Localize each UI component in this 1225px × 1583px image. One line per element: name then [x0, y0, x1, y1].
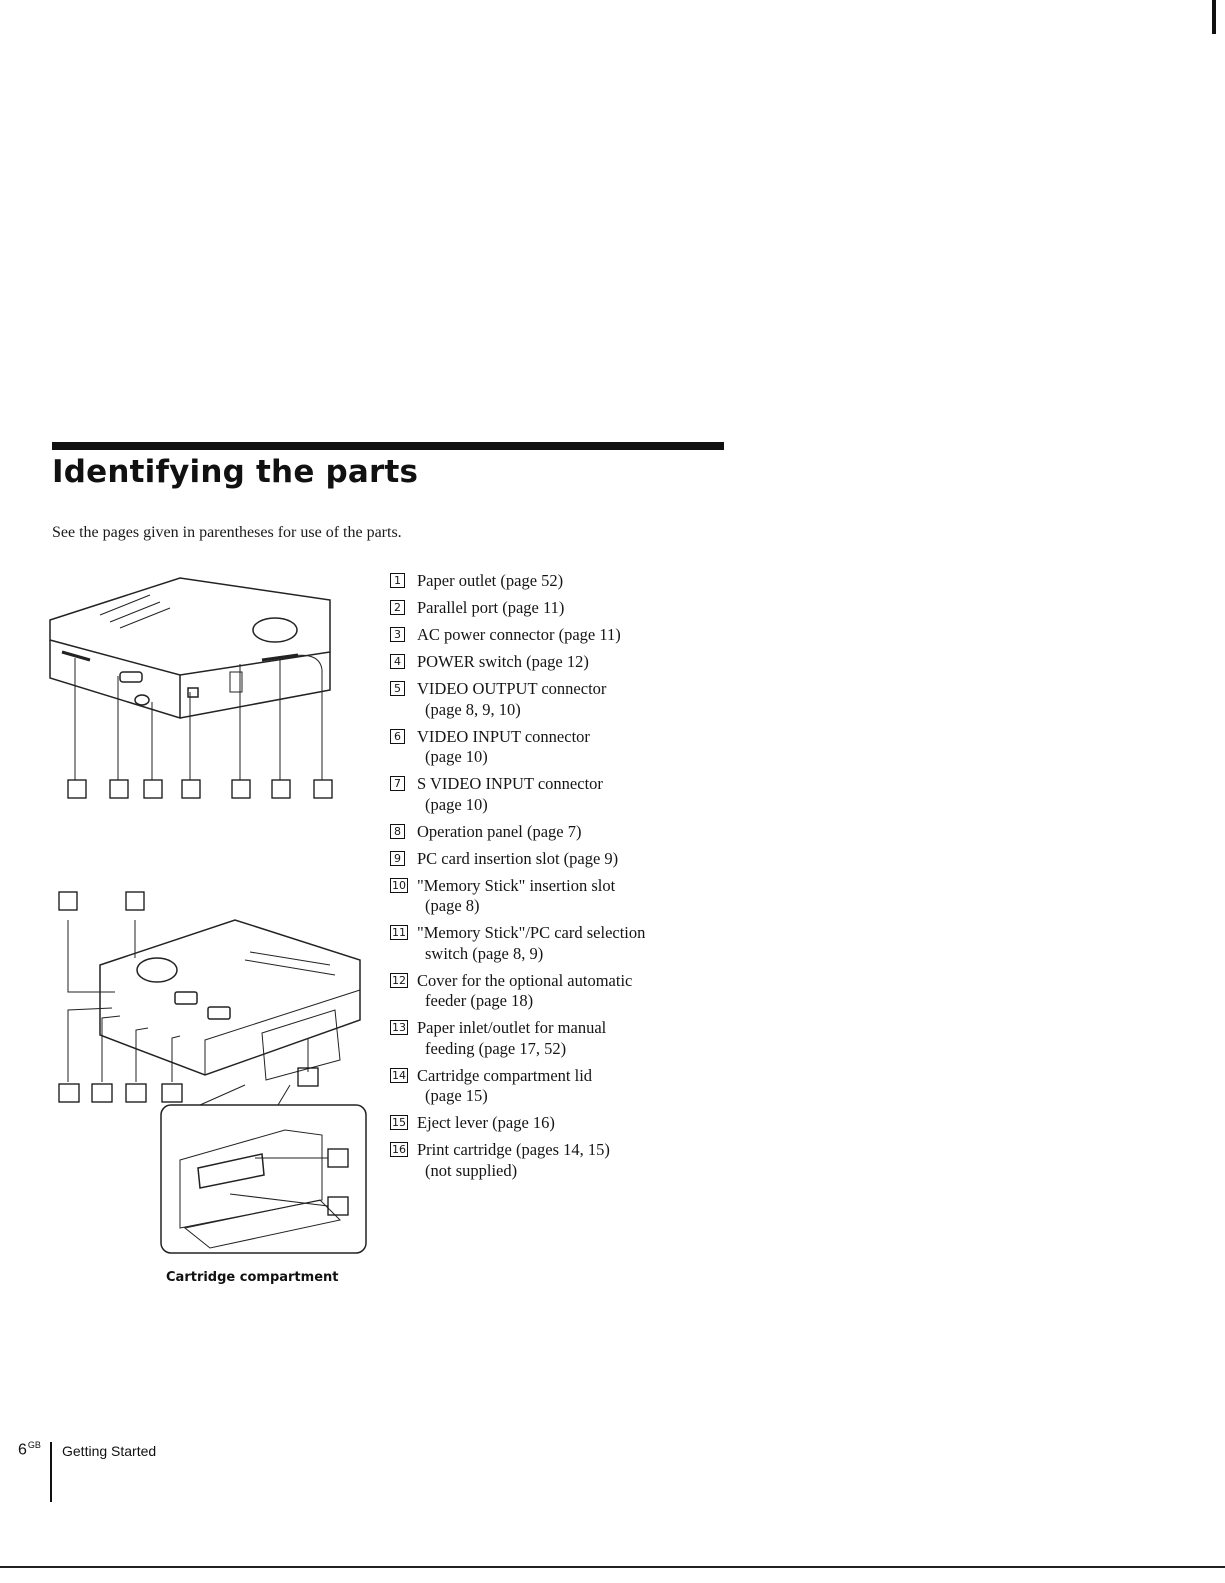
part-label: Paper outlet (page 52) — [417, 571, 564, 590]
list-item — [390, 923, 710, 964]
page-number: 6 — [18, 1441, 27, 1459]
edge-mark — [1212, 0, 1216, 34]
part-label: Eject lever (page 16) — [417, 1113, 555, 1132]
list-item — [390, 1140, 710, 1181]
part-label: Cartridge compartment lid — [417, 1065, 593, 1085]
page-title: Identifying the parts — [52, 454, 419, 490]
list-item — [390, 876, 710, 917]
part-label: Cover for the optional automatic — [417, 970, 633, 990]
page-footer — [18, 1440, 157, 1459]
part-number: 15 — [392, 1116, 406, 1129]
part-page-ref: (page 8) — [425, 896, 480, 915]
part-label: "Memory Stick"/PC card selection — [417, 923, 646, 942]
list-item — [390, 652, 710, 673]
list-item — [390, 598, 710, 619]
list-item — [390, 679, 710, 720]
part-number: 5 — [390, 681, 405, 696]
part-number: 2 — [390, 600, 405, 615]
list-item — [390, 571, 710, 592]
printer-top-surface — [50, 578, 330, 675]
part-page-ref: feeder (page 18) — [425, 991, 534, 1010]
part-label: PC card insertion slot (page 9) — [417, 848, 619, 868]
intro-text: See the pages given in parentheses for use of the parts. — [52, 524, 402, 541]
printer-illustration — [30, 560, 390, 1300]
list-item — [390, 1018, 710, 1059]
part-page-ref: (not supplied) — [425, 1160, 518, 1180]
part-number: 13 — [392, 1021, 406, 1034]
part-label: Print cartridge (pages 14, 15) — [417, 1140, 610, 1159]
part-page-ref: switch (page 8, 9) — [425, 943, 544, 963]
printer-front-body — [100, 920, 360, 1075]
list-item — [390, 971, 710, 1012]
part-label: VIDEO INPUT connector — [417, 726, 590, 746]
part-number: 7 — [390, 776, 405, 791]
list-item — [390, 822, 710, 843]
page-suffix: GB — [27, 1440, 41, 1450]
section-name: Getting Started — [62, 1443, 157, 1459]
part-number: 1 — [390, 573, 405, 588]
parts-list — [390, 571, 710, 1188]
list-item — [390, 625, 710, 646]
list-item — [390, 727, 710, 768]
list-item — [390, 1113, 710, 1134]
part-number: 8 — [390, 824, 405, 839]
part-label: VIDEO OUTPUT connector — [417, 679, 607, 698]
part-page-ref: feeding (page 17, 52) — [425, 1038, 567, 1058]
part-number: 16 — [392, 1143, 406, 1156]
part-label: AC power connector (page 11) — [417, 625, 621, 644]
part-page-ref: (page 15) — [425, 1086, 488, 1105]
part-label: Parallel port (page 11) — [417, 598, 565, 617]
list-item — [390, 849, 710, 870]
part-number: 14 — [392, 1068, 406, 1082]
part-number: 12 — [392, 973, 406, 987]
part-number: 10 — [392, 878, 406, 892]
figure-caption: Cartridge compartment — [166, 1270, 339, 1285]
footer-divider — [50, 1442, 52, 1502]
list-item — [390, 774, 710, 815]
list-item — [390, 1066, 710, 1107]
part-number: 9 — [390, 851, 405, 866]
part-number: 4 — [390, 654, 405, 669]
part-number: 11 — [392, 926, 406, 939]
part-label: Paper inlet/outlet for manual — [417, 1018, 607, 1037]
part-label: Operation panel (page 7) — [417, 821, 582, 841]
printer-left-side — [50, 640, 180, 718]
part-number: 3 — [390, 627, 405, 642]
part-label: "Memory Stick" insertion slot — [417, 875, 616, 895]
part-label: POWER switch (page 12) — [417, 652, 589, 671]
printer-diagram — [30, 560, 390, 1300]
part-page-ref: (page 10) — [425, 794, 488, 814]
heading-rule — [52, 442, 724, 450]
part-label: S VIDEO INPUT connector — [417, 774, 603, 793]
part-page-ref: (page 10) — [425, 747, 488, 766]
part-number: 6 — [390, 729, 405, 744]
printer-rear-side — [180, 652, 330, 718]
scan-edge-line — [0, 1566, 1225, 1568]
part-page-ref: (page 8, 9, 10) — [425, 699, 521, 719]
